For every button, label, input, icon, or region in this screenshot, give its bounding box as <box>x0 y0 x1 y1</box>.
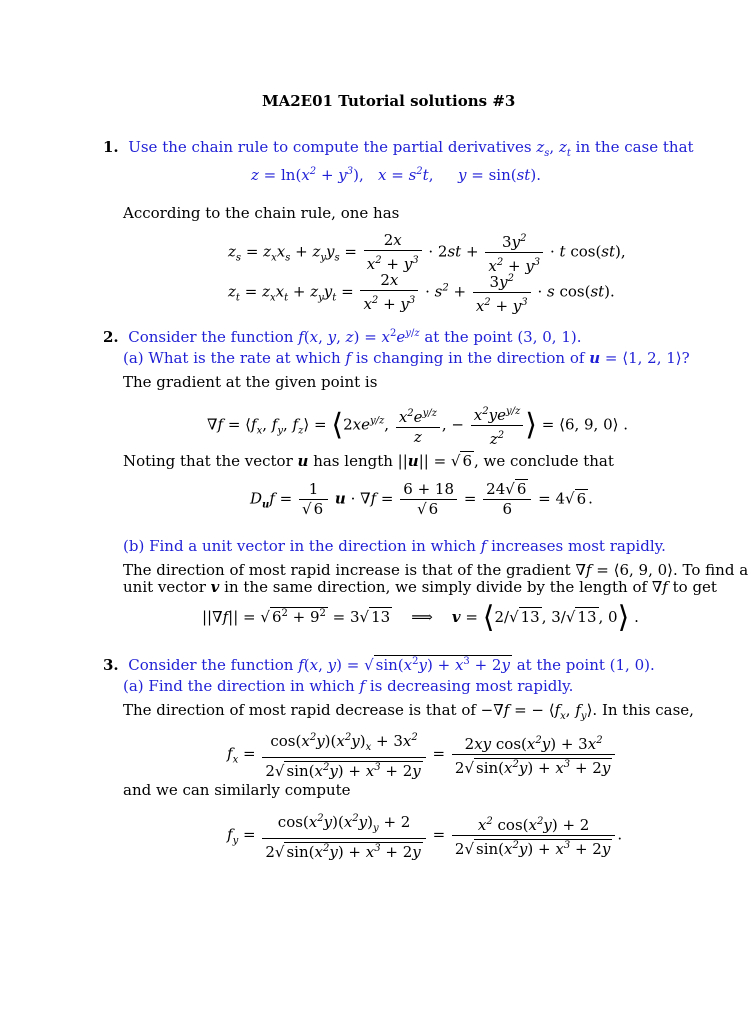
q1-zt-equation: $z_t = z_xx_t + z_yy_t$ = $\frac{2x}{x^2 + y^3}$ · $s^2$ + $\frac{3y^2}{x^2 + y^3}$ · s cos(st). <box>228 271 615 315</box>
q2-b-text2: unit vector v in the same direction, we simply divide by the length of ∇f to get <box>123 578 717 596</box>
q2-number: 2. <box>103 328 119 346</box>
q1-zs-equation: $z_s = z_xx_s + z_yy_s$ = $\frac{2x}{x^2 + y^3}$ · 2st + $\frac{3y^2}{x^2 + y^3}$ · t cos(st), <box>228 231 626 275</box>
q2-part-b: (b) Find a unit vector in the direction in which f increases most rapidly. <box>123 537 666 555</box>
q2-unit-vector-equation: ||∇f|| = √ $6^2 + 9^2 = 3√$ 13 ⟹ v = ⟨2/√ 13 , 3/√ 13 , 0⟩ . <box>202 600 639 635</box>
page-title: MA2E01 Tutorial solutions #3 <box>262 92 516 110</box>
q3-a-text: The direction of most rapid decrease is that of −∇f = − $⟨f_x$, $f_y⟩$. In this case, <box>123 701 694 722</box>
q2-gradient-equation: $\nabla f = ⟨f_x$, $f_y$, $f_z⟩$ = $⟨2xe^{y/z}$, $\frac{x^2e^{y/z}}{z}$ , − $\frac{x^2ye^{y/z}}{z^2}$ ⟩ = ⟨6, 9, 0⟩ . <box>207 403 628 448</box>
q1-number: 1. <box>103 138 119 156</box>
q1-prompt: Use the chain rule to compute the partial derivatives $z_s$, $z_t$ in the case that <box>123 138 694 159</box>
q3-part-a: (a) Find the direction in which f is decreasing most rapidly. <box>123 677 574 695</box>
q1-prompt-line <box>103 138 694 163</box>
q2-gradient-intro: The gradient at the given point is <box>123 373 378 391</box>
q3-number: 3. <box>103 656 119 674</box>
q3-similarly: and we can similarly compute <box>123 781 351 799</box>
q3-prompt: Consider the function f(x, y) = √ $\sin(x^2y) + x^3 + 2y$ at the point (1, 0). <box>123 656 655 674</box>
q3-prompt-line <box>103 653 655 674</box>
q2-prompt: Consider the function f(x, y, $z) = x^2e^{y/z}$ at the point (3, 0, 1). <box>123 328 582 346</box>
q2-directional-derivative: $D_uf$ = $\frac{1}{√ 6}$ u · ∇f = $\frac{6 + 18}{√ 6}$ = $\frac{24√ 6}{6}$ = 4√ 6 . <box>250 480 593 518</box>
q1-given-y: y = sin(st). <box>458 166 541 184</box>
q3-fy-equation: $f_y$ = $\frac{\cos(x^2y)(x^2y)_y + 2}{2√ \sin(x^2y) + x^3 + 2y}$ = $\frac{x^2 \cos(x^2y) + 2}{2√ \sin(x^2y) + x^3 + 2y}$ . <box>227 810 622 861</box>
q2-prompt-line <box>103 325 582 346</box>
q3-fx-equation: $f_x$ = $\frac{\cos(x^2y)(x^2y)_x + 3x^2}{2√ \sin(x^2y) + x^3 + 2y}$ = $\frac{2xy \cos(x^2y) + 3x^2}{2√ \sin(x^2y) + x^3 + 2y}$ <box>227 729 617 780</box>
q2-noting: Noting that the vector u has length ||u|| = √ 6 , we conclude that <box>123 452 614 470</box>
q1-intro: According to the chain rule, one has <box>123 204 400 222</box>
q1-given-x: $x = s^2t$, <box>378 166 434 184</box>
q1-given-z: $z = \ln(x^2 + y^3)$, <box>251 166 364 184</box>
q2-part-a: (a) What is the rate at which f is changing in the direction of u = ⟨1, 2, 1⟩? <box>123 349 690 367</box>
q2-b-text1: The direction of most rapid increase is that of the gradient ∇f = ⟨6, 9, 0⟩. To find a <box>123 561 748 579</box>
